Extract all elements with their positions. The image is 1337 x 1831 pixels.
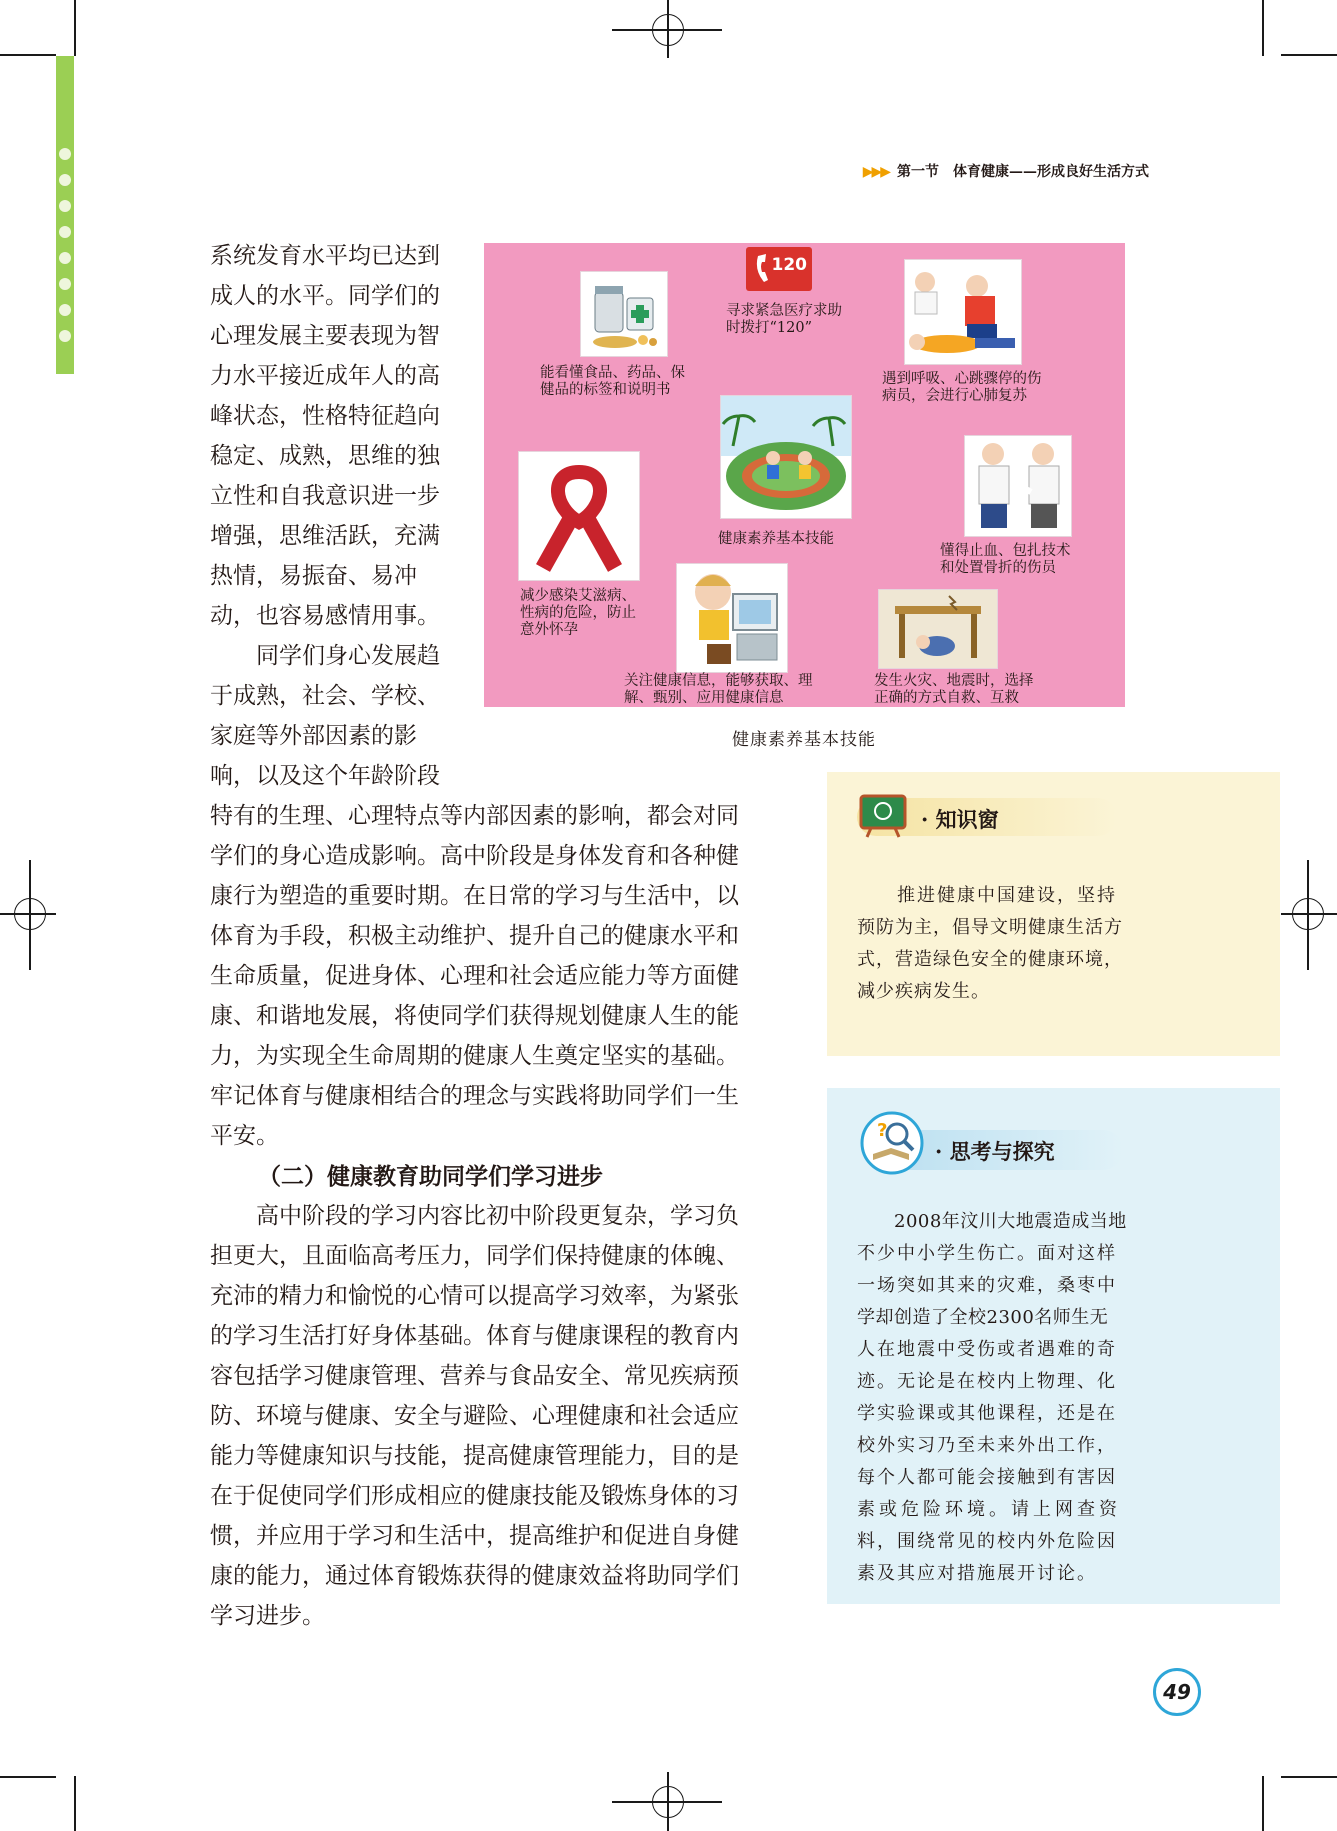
body-line: 成人的水平。同学们的 xyxy=(210,283,440,309)
caption-line: 解、甄别、应用健康信息 xyxy=(624,690,784,706)
crop-mark xyxy=(74,0,76,56)
first-aid-people-icon xyxy=(965,436,1071,536)
food-label-caption xyxy=(540,365,685,399)
body-line: 在于促使同学们形成相应的健康技能及锻炼身体的习 xyxy=(210,1483,739,1509)
caption-line: 寻求紧急医疗求助 xyxy=(726,303,842,319)
body-line: 能力等健康知识与技能，提高健康管理能力，目的是 xyxy=(210,1443,739,1469)
emergency-120-icon xyxy=(746,247,812,291)
body-line: 家庭等外部因素的影 xyxy=(210,723,417,749)
body-line: 动，也容易感情用事。 xyxy=(210,603,440,629)
body-line: 康的能力，通过体育锻炼获得的健康效益将助同学们 xyxy=(210,1563,739,1589)
sports-field-illustration xyxy=(720,395,852,519)
red-ribbon-illustration xyxy=(518,451,640,581)
caption-line: 发生火灾、地震时，选择 xyxy=(874,673,1034,689)
knowledge-line: 推进健康中国建设，坚持 xyxy=(857,885,1117,906)
body-line: 惯，并应用于学习和生活中，提高维护和促进自身健 xyxy=(210,1523,739,1549)
knowledge-line: 减少疾病发生。 xyxy=(857,981,990,1002)
desk-shelter-icon xyxy=(879,590,997,668)
body-line: 容包括学习健康管理、营养与食品安全、常见疾病预 xyxy=(210,1363,739,1389)
body-line: 于成熟，社会、学校、 xyxy=(210,683,440,709)
computer-user-illustration xyxy=(676,563,788,673)
think-line: 校外实习乃至未来外出工作， xyxy=(857,1435,1117,1456)
center-caption xyxy=(718,531,834,548)
body-line: 康、和谐地发展，将使同学们获得规划健康人生的能 xyxy=(210,1003,739,1029)
knowledge-line: 预防为主，倡导文明健康生活方 xyxy=(857,917,1123,938)
crop-mark xyxy=(1262,0,1264,56)
food-label-illustration xyxy=(580,271,668,357)
strip-dot xyxy=(59,278,71,290)
body-line: 响，以及这个年龄阶段 xyxy=(210,763,440,789)
registration-line xyxy=(667,0,669,58)
running-header xyxy=(863,161,1149,181)
caption-line: 意外怀孕 xyxy=(520,622,578,638)
caption-line: 遇到呼吸、心跳骤停的伤 xyxy=(882,371,1042,387)
caption-line: 能看懂食品、药品、保 xyxy=(540,365,685,381)
caption-line: 病员，会进行心肺复苏 xyxy=(882,388,1027,404)
strip-dot xyxy=(59,330,71,342)
header-arrows-icon: ▶▶▶ xyxy=(862,164,889,180)
caption-line: 和处置骨折的伤员 xyxy=(940,560,1056,576)
aids-caption xyxy=(520,588,636,639)
strip-dot xyxy=(59,174,71,186)
registration-line xyxy=(1281,913,1337,915)
info-caption xyxy=(624,673,813,707)
think-line: 素及其应对措施展开讨论。 xyxy=(857,1563,1097,1584)
caption-line: 减少感染艾滋病、 xyxy=(520,588,636,604)
body-line: 充沛的精力和愉悦的心情可以提高学习效率，为紧张 xyxy=(210,1283,739,1309)
caption-line: 时拨打“120” xyxy=(726,320,813,336)
decorative-side-strip xyxy=(56,56,74,374)
computer-icon xyxy=(677,564,787,672)
body-line: 康行为塑造的重要时期。在日常的学习与生活中，以 xyxy=(210,883,739,909)
health-literacy-figure xyxy=(484,243,1125,707)
running-children-icon xyxy=(721,396,851,518)
think-line: 学却创造了全校2300名师生无 xyxy=(857,1307,1109,1328)
body-line: 高中阶段的学习内容比初中阶段更复杂，学习负 xyxy=(210,1203,739,1229)
red-ribbon-icon xyxy=(519,452,639,580)
crop-mark xyxy=(0,54,56,56)
body-line: 学习进步。 xyxy=(210,1603,325,1629)
bandage-caption xyxy=(940,543,1071,577)
think-line: 料，围绕常见的校内外危险因 xyxy=(857,1531,1117,1552)
strip-dot xyxy=(59,200,71,212)
blackboard-icon xyxy=(859,794,907,838)
strip-dot xyxy=(59,252,71,264)
think-line: 每个人都可能会接触到有害因 xyxy=(857,1467,1117,1488)
think-line: 一场突如其来的灾难，桑枣中 xyxy=(857,1275,1117,1296)
body-line: 力，为实现全生命周期的健康人生奠定坚实的基础。 xyxy=(210,1043,739,1069)
page-number: 49 xyxy=(1153,1668,1201,1716)
body-line: 防、环境与健康、安全与避险、心理健康和社会适应 xyxy=(210,1403,739,1429)
cpr-people-icon xyxy=(905,260,1021,364)
body-line: 学们的身心造成影响。高中阶段是身体发育和各种健 xyxy=(210,843,739,869)
think-line: 人在地震中受伤或者遇难的奇 xyxy=(857,1339,1117,1360)
think-line: 素或危险环境。请上网查资 xyxy=(857,1499,1121,1520)
registration-line xyxy=(29,860,31,970)
section-heading: （二）健康教育助同学们学习进步 xyxy=(258,1163,603,1190)
think-line: 不少中小学生伤亡。面对这样 xyxy=(857,1243,1117,1264)
crop-mark xyxy=(1281,1776,1337,1778)
think-line: 学实验课或其他课程，还是在 xyxy=(857,1403,1117,1424)
magnifier-book-icon xyxy=(857,1108,927,1178)
body-line: 体育为手段，积极主动维护、提升自己的健康水平和 xyxy=(210,923,739,949)
caption-line: 健康素养基本技能 xyxy=(718,531,834,547)
caption-line: 关注健康信息，能够获取、理 xyxy=(624,673,813,689)
emergency-caption xyxy=(726,303,842,337)
think-line: 迹。无论是在校内上物理、化 xyxy=(857,1371,1117,1392)
strip-dot xyxy=(59,148,71,160)
body-line: 热情，易振奋、易冲 xyxy=(210,563,417,589)
caption-line: 性病的危险，防止 xyxy=(520,605,636,621)
body-line: 的学习生活打好身体基础。体育与健康课程的教育内 xyxy=(210,1323,739,1349)
cpr-caption xyxy=(882,371,1042,405)
medicine-bottles-icon xyxy=(581,272,667,356)
strip-dot xyxy=(59,304,71,316)
header-title: 第一节 体育健康——形成良好生活方式 xyxy=(897,164,1149,180)
badge-120-text: 120 xyxy=(771,255,807,275)
strip-dot xyxy=(59,226,71,238)
think-title: · 思考与探究 xyxy=(935,1139,1055,1164)
svg-text:?: ? xyxy=(877,1120,888,1141)
knowledge-title: · 知识窗 xyxy=(921,807,999,832)
earthquake-illustration xyxy=(878,589,998,669)
body-line: 峰状态，性格特征趋向 xyxy=(210,403,440,429)
body-line: 系统发育水平均已达到 xyxy=(210,243,440,269)
body-line: 生命质量，促进身体、心理和社会适应能力等方面健 xyxy=(210,963,739,989)
body-line: 平安。 xyxy=(210,1123,279,1149)
crop-mark xyxy=(1262,1776,1264,1831)
registration-line xyxy=(1307,860,1309,970)
knowledge-line: 式，营造绿色安全的健康环境， xyxy=(857,949,1123,970)
registration-line xyxy=(667,1772,669,1831)
registration-line xyxy=(0,913,56,915)
bandage-illustration xyxy=(964,435,1072,537)
body-line: 特有的生理、心理特点等内部因素的影响，都会对同 xyxy=(210,803,739,829)
body-line: 增强，思维活跃，充满 xyxy=(210,523,440,549)
crop-mark xyxy=(0,1776,56,1778)
body-line: 牢记体育与健康相结合的理念与实践将助同学们一生 xyxy=(210,1083,739,1109)
figure-caption: 健康素养基本技能 xyxy=(732,730,876,750)
crop-mark xyxy=(74,1776,76,1831)
disaster-caption xyxy=(874,673,1034,707)
cpr-illustration xyxy=(904,259,1022,365)
body-line: 同学们身心发展趋 xyxy=(210,643,440,669)
body-line: 心理发展主要表现为智 xyxy=(210,323,440,349)
caption-line: 健品的标签和说明书 xyxy=(540,382,671,398)
knowledge-window-box xyxy=(827,772,1280,1056)
body-line: 立性和自我意识进一步 xyxy=(210,483,440,509)
think-explore-box xyxy=(827,1088,1280,1604)
think-line: 2008年汶川大地震造成当地 xyxy=(857,1211,1127,1232)
caption-line: 正确的方式自救、互救 xyxy=(874,690,1019,706)
body-line: 力水平接近成年人的高 xyxy=(210,363,440,389)
body-line: 担更大，且面临高考压力，同学们保持健康的体魄、 xyxy=(210,1243,739,1269)
caption-line: 懂得止血、包扎技术 xyxy=(940,543,1071,559)
body-line: 稳定、成熟，思维的独 xyxy=(210,443,440,469)
crop-mark xyxy=(1281,54,1337,56)
